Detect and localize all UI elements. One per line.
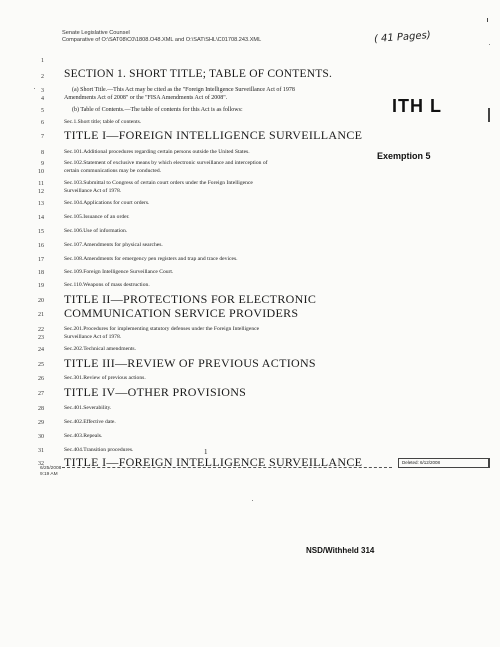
scan-speck bbox=[489, 44, 490, 45]
line-number: 27 bbox=[38, 391, 44, 397]
toc-entry: Sec.108.Amendments for emergency pen registers and trap and trace devices. bbox=[64, 256, 238, 262]
line-number: 19 bbox=[38, 283, 44, 289]
toc-entry: Sec.402.Effective date. bbox=[64, 419, 116, 425]
line-number: 9 bbox=[41, 161, 44, 167]
toc-entry: Surveillance Act of 1978. bbox=[64, 188, 122, 194]
line-number: 8 bbox=[41, 150, 44, 156]
toc-entry: Sec.102.Statement of exclusive means by which electronic surveillance and interception of bbox=[64, 160, 268, 166]
line-number: 23 bbox=[38, 335, 44, 341]
line-number: 10 bbox=[38, 169, 44, 175]
toc-entry: Sec.401.Severability. bbox=[64, 405, 112, 411]
title-heading: COMMUNICATION SERVICE PROVIDERS bbox=[64, 306, 299, 320]
scan-speck bbox=[34, 88, 35, 89]
line-number: 31 bbox=[38, 448, 44, 454]
line-number: 24 bbox=[38, 347, 44, 353]
toc-entry: Surveillance Act of 1978. bbox=[64, 334, 122, 340]
page-number: 1 bbox=[204, 448, 208, 456]
line-number: 13 bbox=[38, 201, 44, 207]
scan-speck bbox=[252, 500, 253, 501]
toc-entry: Sec.104.Applications for court orders. bbox=[64, 200, 150, 206]
toc-entry: Sec.403.Repeals. bbox=[64, 433, 103, 439]
body-text: Amendments Act of 2008" or the "FISA Amendments Act of 2008". bbox=[64, 95, 228, 101]
toc-entry: Sec.110.Weapons of mass destruction. bbox=[64, 282, 150, 288]
toc-entry: Sec.107.Amendments for physical searches. bbox=[64, 242, 163, 248]
section-heading: SECTION 1. SHORT TITLE; TABLE OF CONTENTS. bbox=[64, 68, 333, 80]
header-line-1: Senate Legislative Counsel bbox=[62, 30, 130, 36]
line-number: 7 bbox=[41, 134, 44, 140]
title-heading: TITLE I—FOREIGN INTELLIGENCE SURVEILLANCE bbox=[64, 455, 363, 469]
line-number: 30 bbox=[38, 434, 44, 440]
title-heading: TITLE III—REVIEW OF PREVIOUS ACTIONS bbox=[64, 356, 316, 370]
body-text: (a) Short Title.—This Act may be cited as the "Foreign Intelligence Surveillance Act of 1978 bbox=[72, 87, 295, 93]
line-number: 11 bbox=[38, 181, 44, 187]
header-line-2: Comparative of O:\SAT08\C0\1808.O48.XML and O:\SAT\SHL\C01708.243.XML bbox=[62, 37, 262, 43]
exemption-label: Exemption 5 bbox=[377, 151, 431, 161]
line-number: 22 bbox=[38, 327, 44, 333]
toc-entry: Sec.201.Procedures for implementing statutory defenses under the Foreign Intelligence bbox=[64, 326, 260, 332]
toc-entry: Sec.105.Issuance of an order. bbox=[64, 214, 130, 220]
line-number: 25 bbox=[38, 362, 44, 368]
margin-mark bbox=[488, 108, 490, 122]
toc-entry: Sec.404.Transition procedures. bbox=[64, 447, 134, 453]
document-header bbox=[62, 30, 261, 44]
toc-entry: Sec.106.Use of information. bbox=[64, 228, 128, 234]
footer-time: 9:19 AM bbox=[40, 472, 58, 477]
line-number: 14 bbox=[38, 215, 44, 221]
withheld-stamp: NSD/Withheld 314 bbox=[306, 546, 375, 555]
toc-entry: certain communications may be conducted. bbox=[64, 168, 162, 174]
toc-entry: Sec.109.Foreign Intelligence Surveillance Court. bbox=[64, 269, 174, 275]
line-number: 6 bbox=[41, 120, 44, 126]
line-number: 15 bbox=[38, 229, 44, 235]
handwritten-page-count: ( 41 Pages) bbox=[373, 30, 432, 45]
margin-mark bbox=[487, 18, 488, 22]
line-number: 20 bbox=[38, 298, 44, 304]
line-number: 4 bbox=[41, 96, 44, 102]
toc-entry: Sec.202.Technical amendments. bbox=[64, 346, 136, 352]
toc-entry: Sec.103.Submittal to Congress of certain court orders under the Foreign Intelligence bbox=[64, 180, 253, 186]
title-heading: TITLE IV—OTHER PROVISIONS bbox=[64, 385, 247, 399]
page-break-line bbox=[62, 467, 392, 468]
body-text: (b) Table of Contents.—The table of contents for this Act is as follows: bbox=[72, 107, 243, 113]
partial-stamp: ITH L bbox=[392, 96, 442, 116]
line-number: 3 bbox=[41, 88, 44, 94]
footer-date: 6/25/2008 bbox=[40, 466, 62, 471]
title-heading: TITLE II—PROTECTIONS FOR ELECTRONIC bbox=[64, 292, 317, 306]
line-number: 28 bbox=[38, 406, 44, 412]
line-number: 21 bbox=[38, 312, 44, 318]
line-number: 32 bbox=[38, 461, 44, 467]
line-number: 1 bbox=[41, 58, 44, 64]
line-number: 2 bbox=[41, 74, 44, 80]
deleted-comment-box: Deleted: 6/12/2008 bbox=[398, 458, 489, 468]
footer-timestamp bbox=[40, 466, 61, 478]
line-number: 26 bbox=[38, 376, 44, 382]
line-number: 5 bbox=[41, 108, 44, 114]
toc-entry: Sec.1.Short title; table of contents. bbox=[64, 119, 142, 125]
line-number: 29 bbox=[38, 420, 44, 426]
line-number: 18 bbox=[38, 270, 44, 276]
toc-entry: Sec.301.Review of previous actions. bbox=[64, 375, 146, 381]
line-number: 12 bbox=[38, 189, 44, 195]
title-heading: TITLE I—FOREIGN INTELLIGENCE SURVEILLANCE bbox=[64, 128, 363, 142]
line-number: 16 bbox=[38, 243, 44, 249]
toc-entry: Sec.101.Additional procedures regarding certain persons outside the United States. bbox=[64, 149, 250, 155]
line-number: 17 bbox=[38, 257, 44, 263]
